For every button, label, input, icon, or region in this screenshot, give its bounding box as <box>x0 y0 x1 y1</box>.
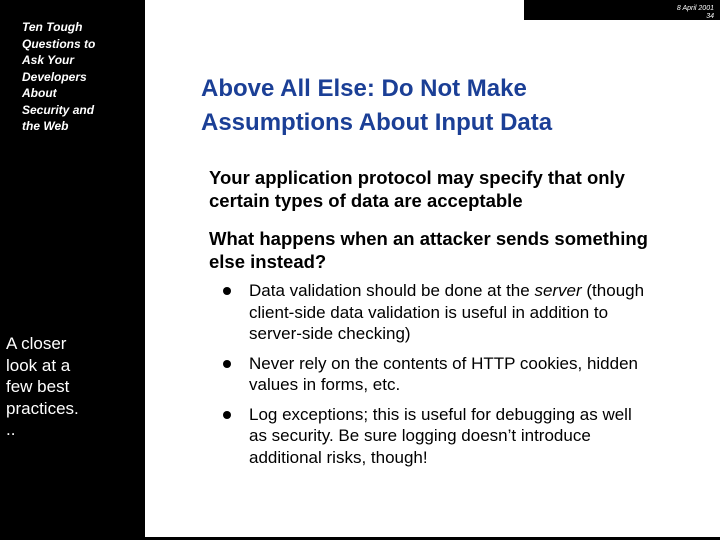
bullet-text: Never rely on the contents of HTTP cookies, hidden values in forms, etc. <box>249 353 638 394</box>
bullet-text-part: Data validation should be done at the <box>249 281 535 300</box>
date-box <box>524 0 720 20</box>
list-item <box>209 404 649 469</box>
list-item <box>209 353 649 396</box>
bullet-text <box>249 280 649 345</box>
slide-title: Above All Else: Do Not Make Assumptions About Input Data <box>201 75 553 136</box>
bullet-icon <box>223 287 231 295</box>
date-text: 8 April 2001 <box>676 5 714 12</box>
deck-title: Ten Tough Questions to Ask Your Developers About Security and the Web <box>22 20 96 133</box>
aside-note: A closer look at a few best practices. .. <box>6 334 79 439</box>
bullet-icon <box>223 360 231 368</box>
slide-number: 34 <box>706 13 714 20</box>
list-item <box>209 280 649 345</box>
bullet-icon <box>223 411 231 419</box>
bullet-text-part: (though client-side data validation is useful in addition to server-side checking) <box>249 281 645 343</box>
question-paragraph: What happens when an attacker sends something else instead? <box>209 228 648 272</box>
bullet-text: Log exceptions; this is useful for debugging as well as security. Be sure logging doesn’t introduce additional risks, though! <box>249 404 632 467</box>
bullet-list <box>209 280 649 476</box>
sidebar <box>0 0 145 540</box>
slide-date <box>677 5 714 20</box>
slide-content <box>145 0 720 537</box>
intro-paragraph: Your application protocol may specify that only certain types of data are acceptable <box>209 167 625 211</box>
bullet-emphasis: server <box>534 281 582 300</box>
